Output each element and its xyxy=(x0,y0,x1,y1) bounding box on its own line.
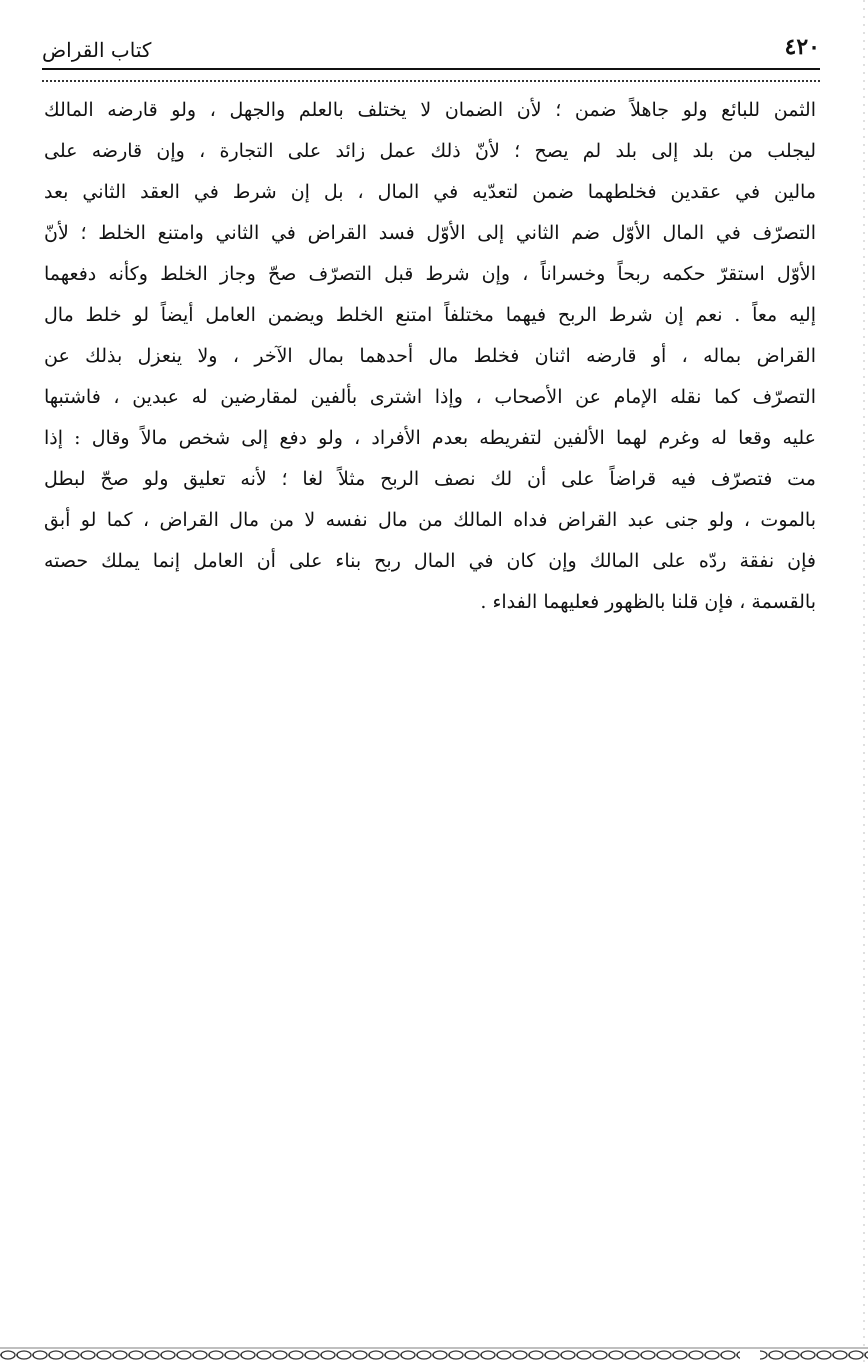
text-line: التصرّف في المال الأوّل ضم الثاني إلى الأوّل فسد القراض في الثاني وامتنع الخلط ؛ لأنّ xyxy=(44,222,816,244)
page-edge-shadow xyxy=(858,0,868,1368)
text-line: الأوّل استقرّ حكمه ربحاً وخسراناً ، وإن شرط قبل التصرّف صحّ وجاز الخلط وكأنه دفعهما xyxy=(44,263,816,285)
text-line: الثمن للبائع ولو جاهلاً ضمن ؛ لأن الضمان لا يختلف بالعلم والجهل ، ولو قارضه المالك xyxy=(44,99,816,121)
text-line: بالموت ، ولو جنى عبد القراض فداه المالك من مال نفسه لا من مال القراض ، كما لو أبق xyxy=(44,509,816,531)
header-dotted-rule xyxy=(42,80,820,82)
page-number: ٤٢٠ xyxy=(784,34,820,60)
text-line: مالين في عقدين فخلطهما ضمن لتعدّيه في المال ، بل إن شرط في العقد الثاني بعد xyxy=(44,181,816,203)
text-line: القراض بماله ، أو قارضه اثنان فخلط مال أحدهما بمال الآخر ، ولا ينعزل بذلك عن xyxy=(44,345,816,367)
header-rule xyxy=(42,68,820,70)
footer-ornament-border xyxy=(0,1346,868,1364)
page-header xyxy=(42,24,820,72)
body-text xyxy=(44,90,816,623)
text-line: بالقسمة ، فإن قلنا بالظهور فعليهما الفداء . xyxy=(480,591,816,613)
text-line: ليجلب من بلد إلى بلد لم يصح ؛ لأنّ ذلك عمل زائد على التجارة ، وإن قارضه على xyxy=(44,140,816,162)
running-head-title: كتاب القراض xyxy=(42,38,152,62)
text-line: التصرّف كما نقله الإمام عن الأصحاب ، وإذا اشترى بألفين لمقارضين له عبدين ، فاشتبها xyxy=(44,386,816,408)
text-line: فإن نفقة ردّه على المالك وإن كان في المال ربح بناء على أن العامل إنما يملك حصته xyxy=(44,550,816,572)
text-line: إليه معاً . نعم إن شرط الربح فيهما مختلفاً امتنع الخلط ويضمن العامل أيضاً لو خلط مال xyxy=(44,304,816,326)
text-line: عليه وقعا له وغرم لهما الألفين لتفريطه بعدم الأفراد ، ولو دفع إلى شخص مالاً وقال : إذا xyxy=(44,427,816,449)
text-line: مت فتصرّف فيه قراضاً على أن لك نصف الربح مثلاً لغا ؛ لأنه تعليق ولو صحّ لبطل xyxy=(44,468,816,490)
